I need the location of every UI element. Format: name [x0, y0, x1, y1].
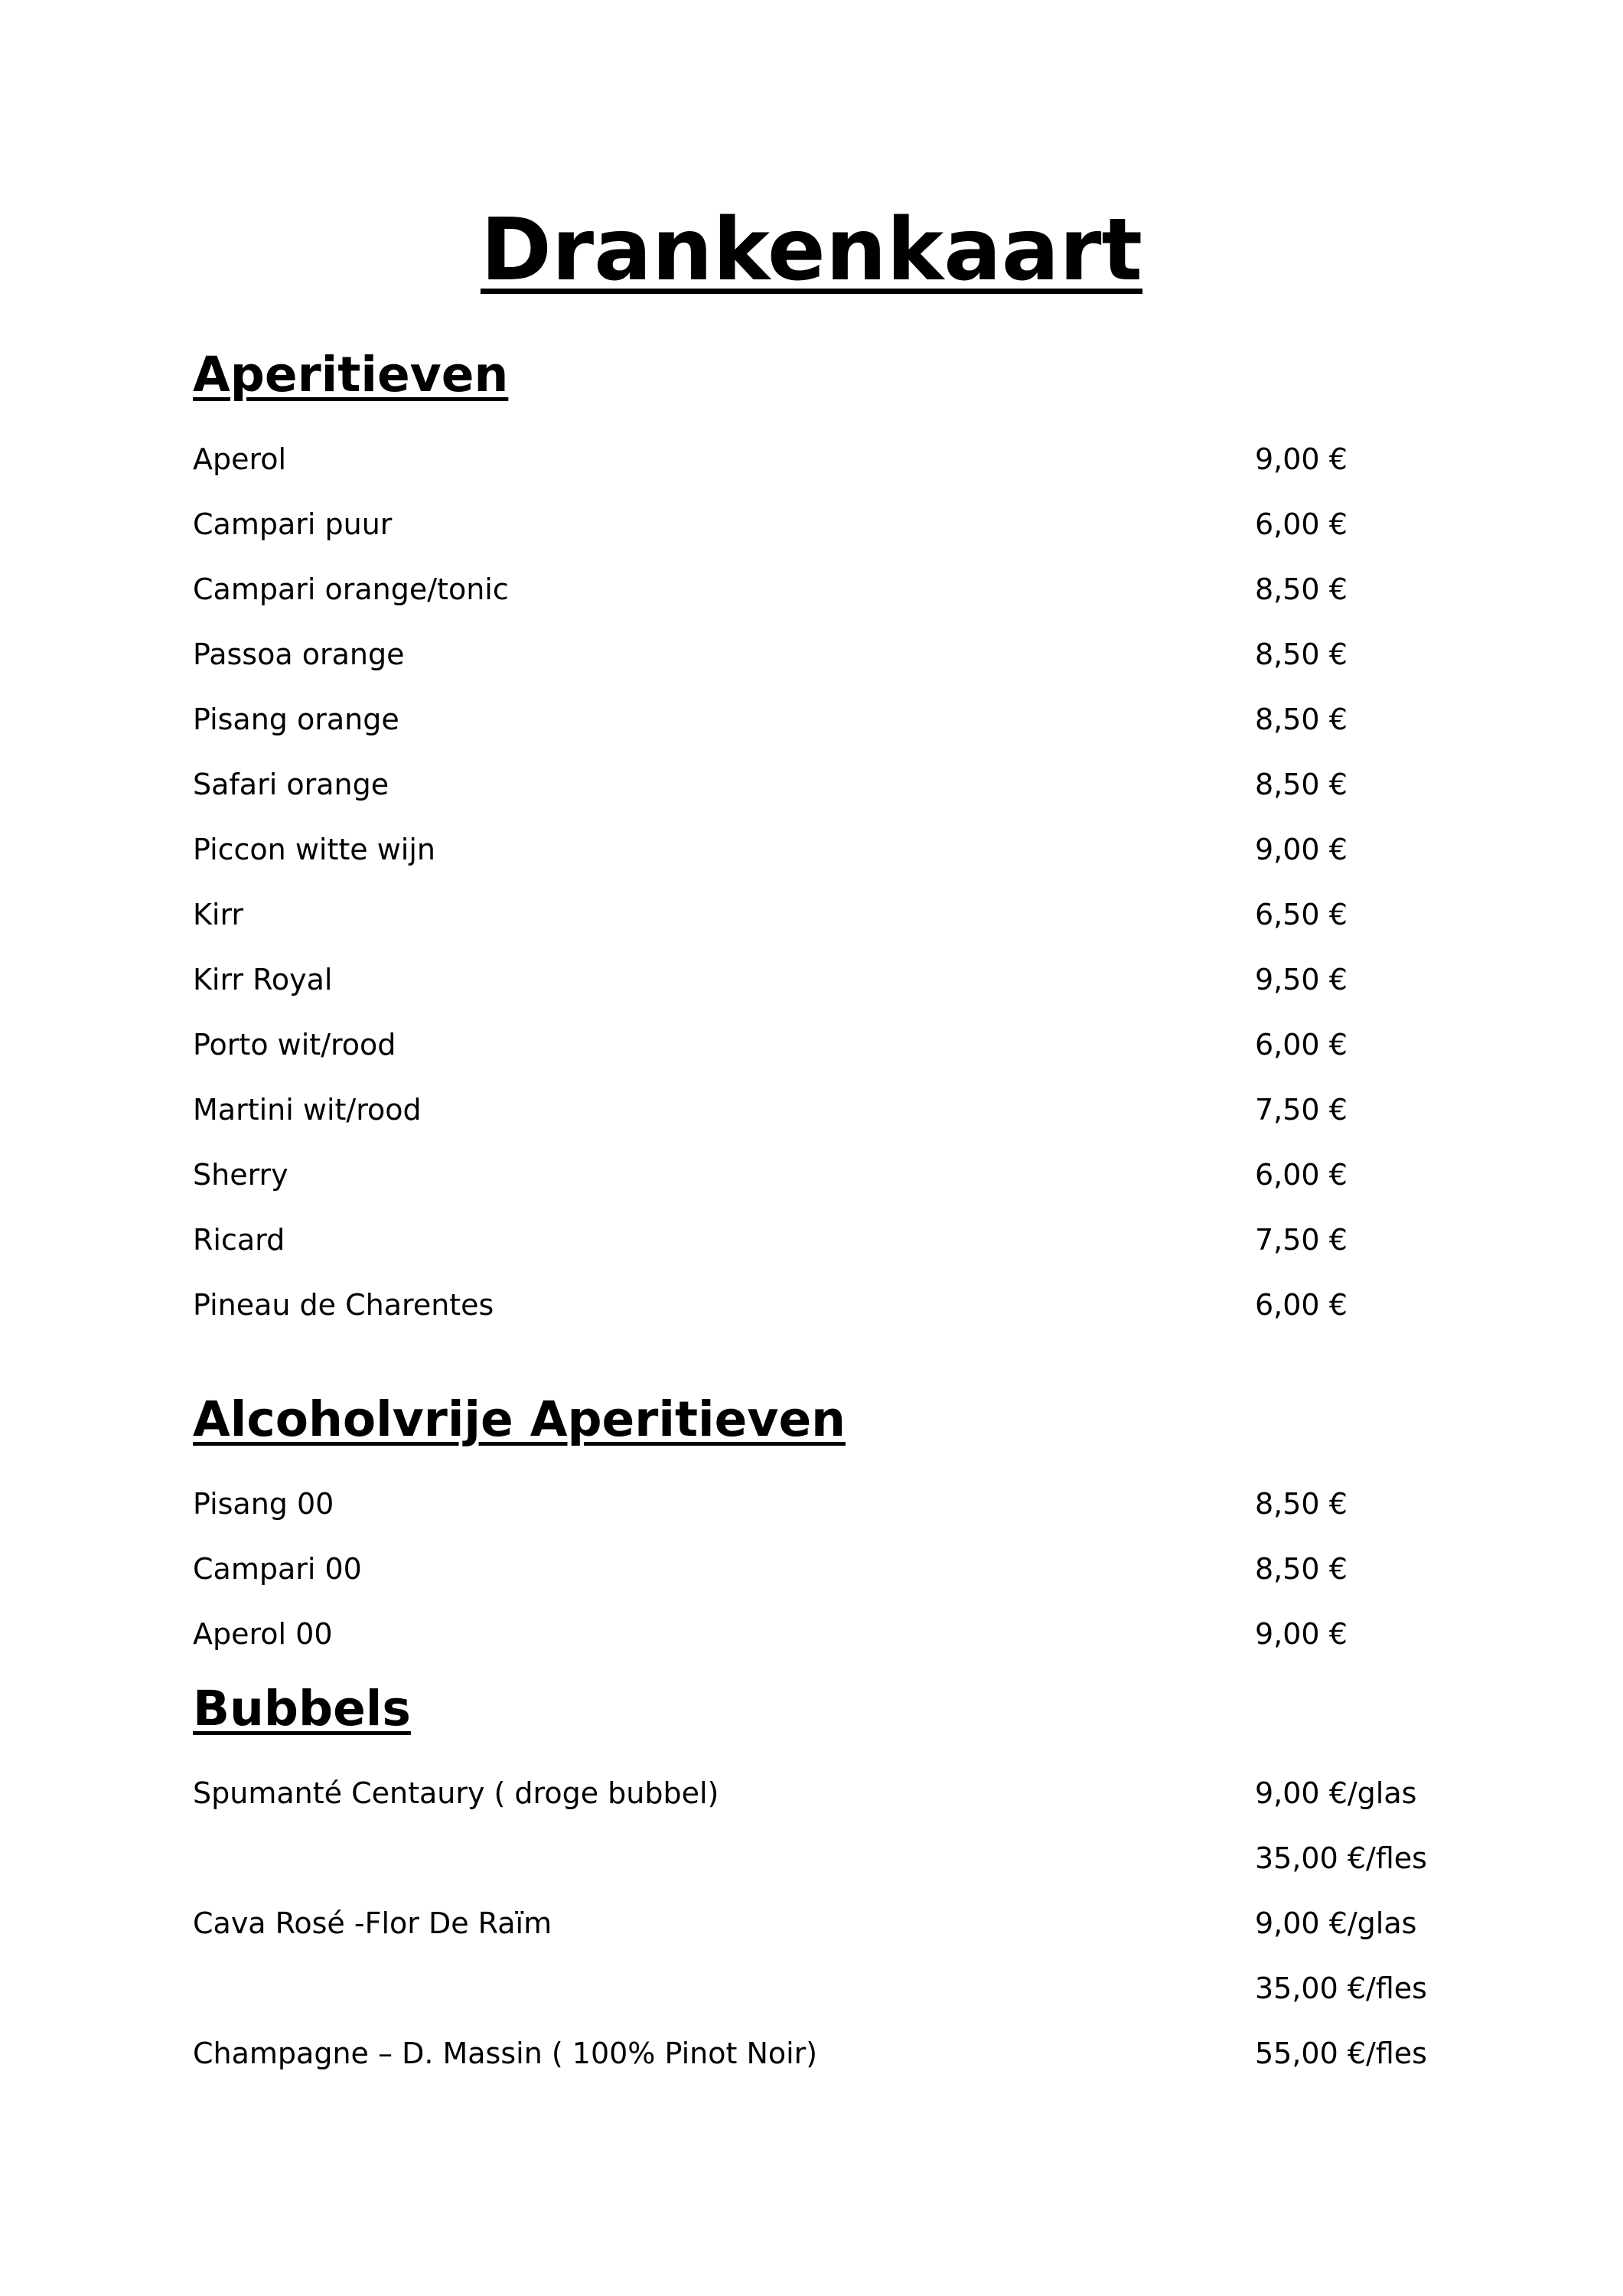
item-price: 6,00 €	[1255, 1288, 1348, 1322]
item-price: 9,00 €	[1255, 442, 1348, 476]
item-price: 8,50 €	[1255, 768, 1348, 801]
item-price: 9,00 €/glas	[1255, 1776, 1417, 1810]
item-price: 9,00 €	[1255, 1617, 1348, 1651]
item-price: 8,50 €	[1255, 1552, 1348, 1586]
item-price: 35,00 €/fles	[1255, 1841, 1427, 1875]
item-price: 6,00 €	[1255, 1028, 1348, 1062]
item-price: 7,50 €	[1255, 1093, 1348, 1127]
menu-title	[0, 201, 1623, 300]
item-price: 8,50 €	[1255, 703, 1348, 736]
item-price: 7,50 €	[1255, 1223, 1348, 1257]
item-price: 55,00 €/fles	[1255, 2037, 1427, 2070]
item-price: 9,00 €/glas	[1255, 1906, 1417, 1940]
item-name: Champagne – D. Massin ( 100% Pinot Noir)	[193, 2037, 818, 2070]
item-name: Aperol 00	[193, 1617, 333, 1651]
item-name: Cava Rosé -Flor De Raïm	[193, 1906, 552, 1940]
item-price: 9,50 €	[1255, 963, 1348, 996]
section-heading-text: Bubbels	[193, 1681, 411, 1737]
item-name: Pisang orange	[193, 703, 399, 736]
item-name: Spumanté Centaury ( droge bubbel)	[193, 1776, 719, 1810]
item-name: Safari orange	[193, 768, 389, 801]
item-name: Campari orange/tonic	[193, 572, 509, 606]
section-heading-text: Aperitieven	[193, 347, 509, 403]
item-price: 8,50 €	[1255, 638, 1348, 671]
item-price: 6,50 €	[1255, 898, 1348, 931]
item-name: Campari puur	[193, 507, 393, 541]
item-name: Passoa orange	[193, 638, 405, 671]
section-heading-alcoholvrije-aperitieven	[193, 1391, 846, 1449]
section-heading-text: Alcoholvrije Aperitieven	[193, 1391, 846, 1447]
item-name: Piccon witte wijn	[193, 833, 436, 866]
item-name: Martini wit/rood	[193, 1093, 422, 1127]
item-price: 6,00 €	[1255, 507, 1348, 541]
item-price: 9,00 €	[1255, 833, 1348, 866]
item-price: 8,50 €	[1255, 1487, 1348, 1521]
section-heading-aperitieven	[193, 346, 508, 404]
item-name: Aperol	[193, 442, 287, 476]
item-price: 35,00 €/fles	[1255, 1971, 1427, 2005]
item-name: Kirr Royal	[193, 963, 333, 996]
menu-title-text: Drankenkaart	[480, 201, 1143, 300]
item-name: Kirr	[193, 898, 244, 931]
section-heading-bubbels	[193, 1680, 411, 1738]
item-price: 6,00 €	[1255, 1158, 1348, 1192]
item-name: Pineau de Charentes	[193, 1288, 494, 1322]
item-name: Pisang 00	[193, 1487, 334, 1521]
item-name: Porto wit/rood	[193, 1028, 396, 1062]
item-price: 8,50 €	[1255, 572, 1348, 606]
item-name: Ricard	[193, 1223, 285, 1257]
item-name: Campari 00	[193, 1552, 362, 1586]
item-name: Sherry	[193, 1158, 288, 1192]
